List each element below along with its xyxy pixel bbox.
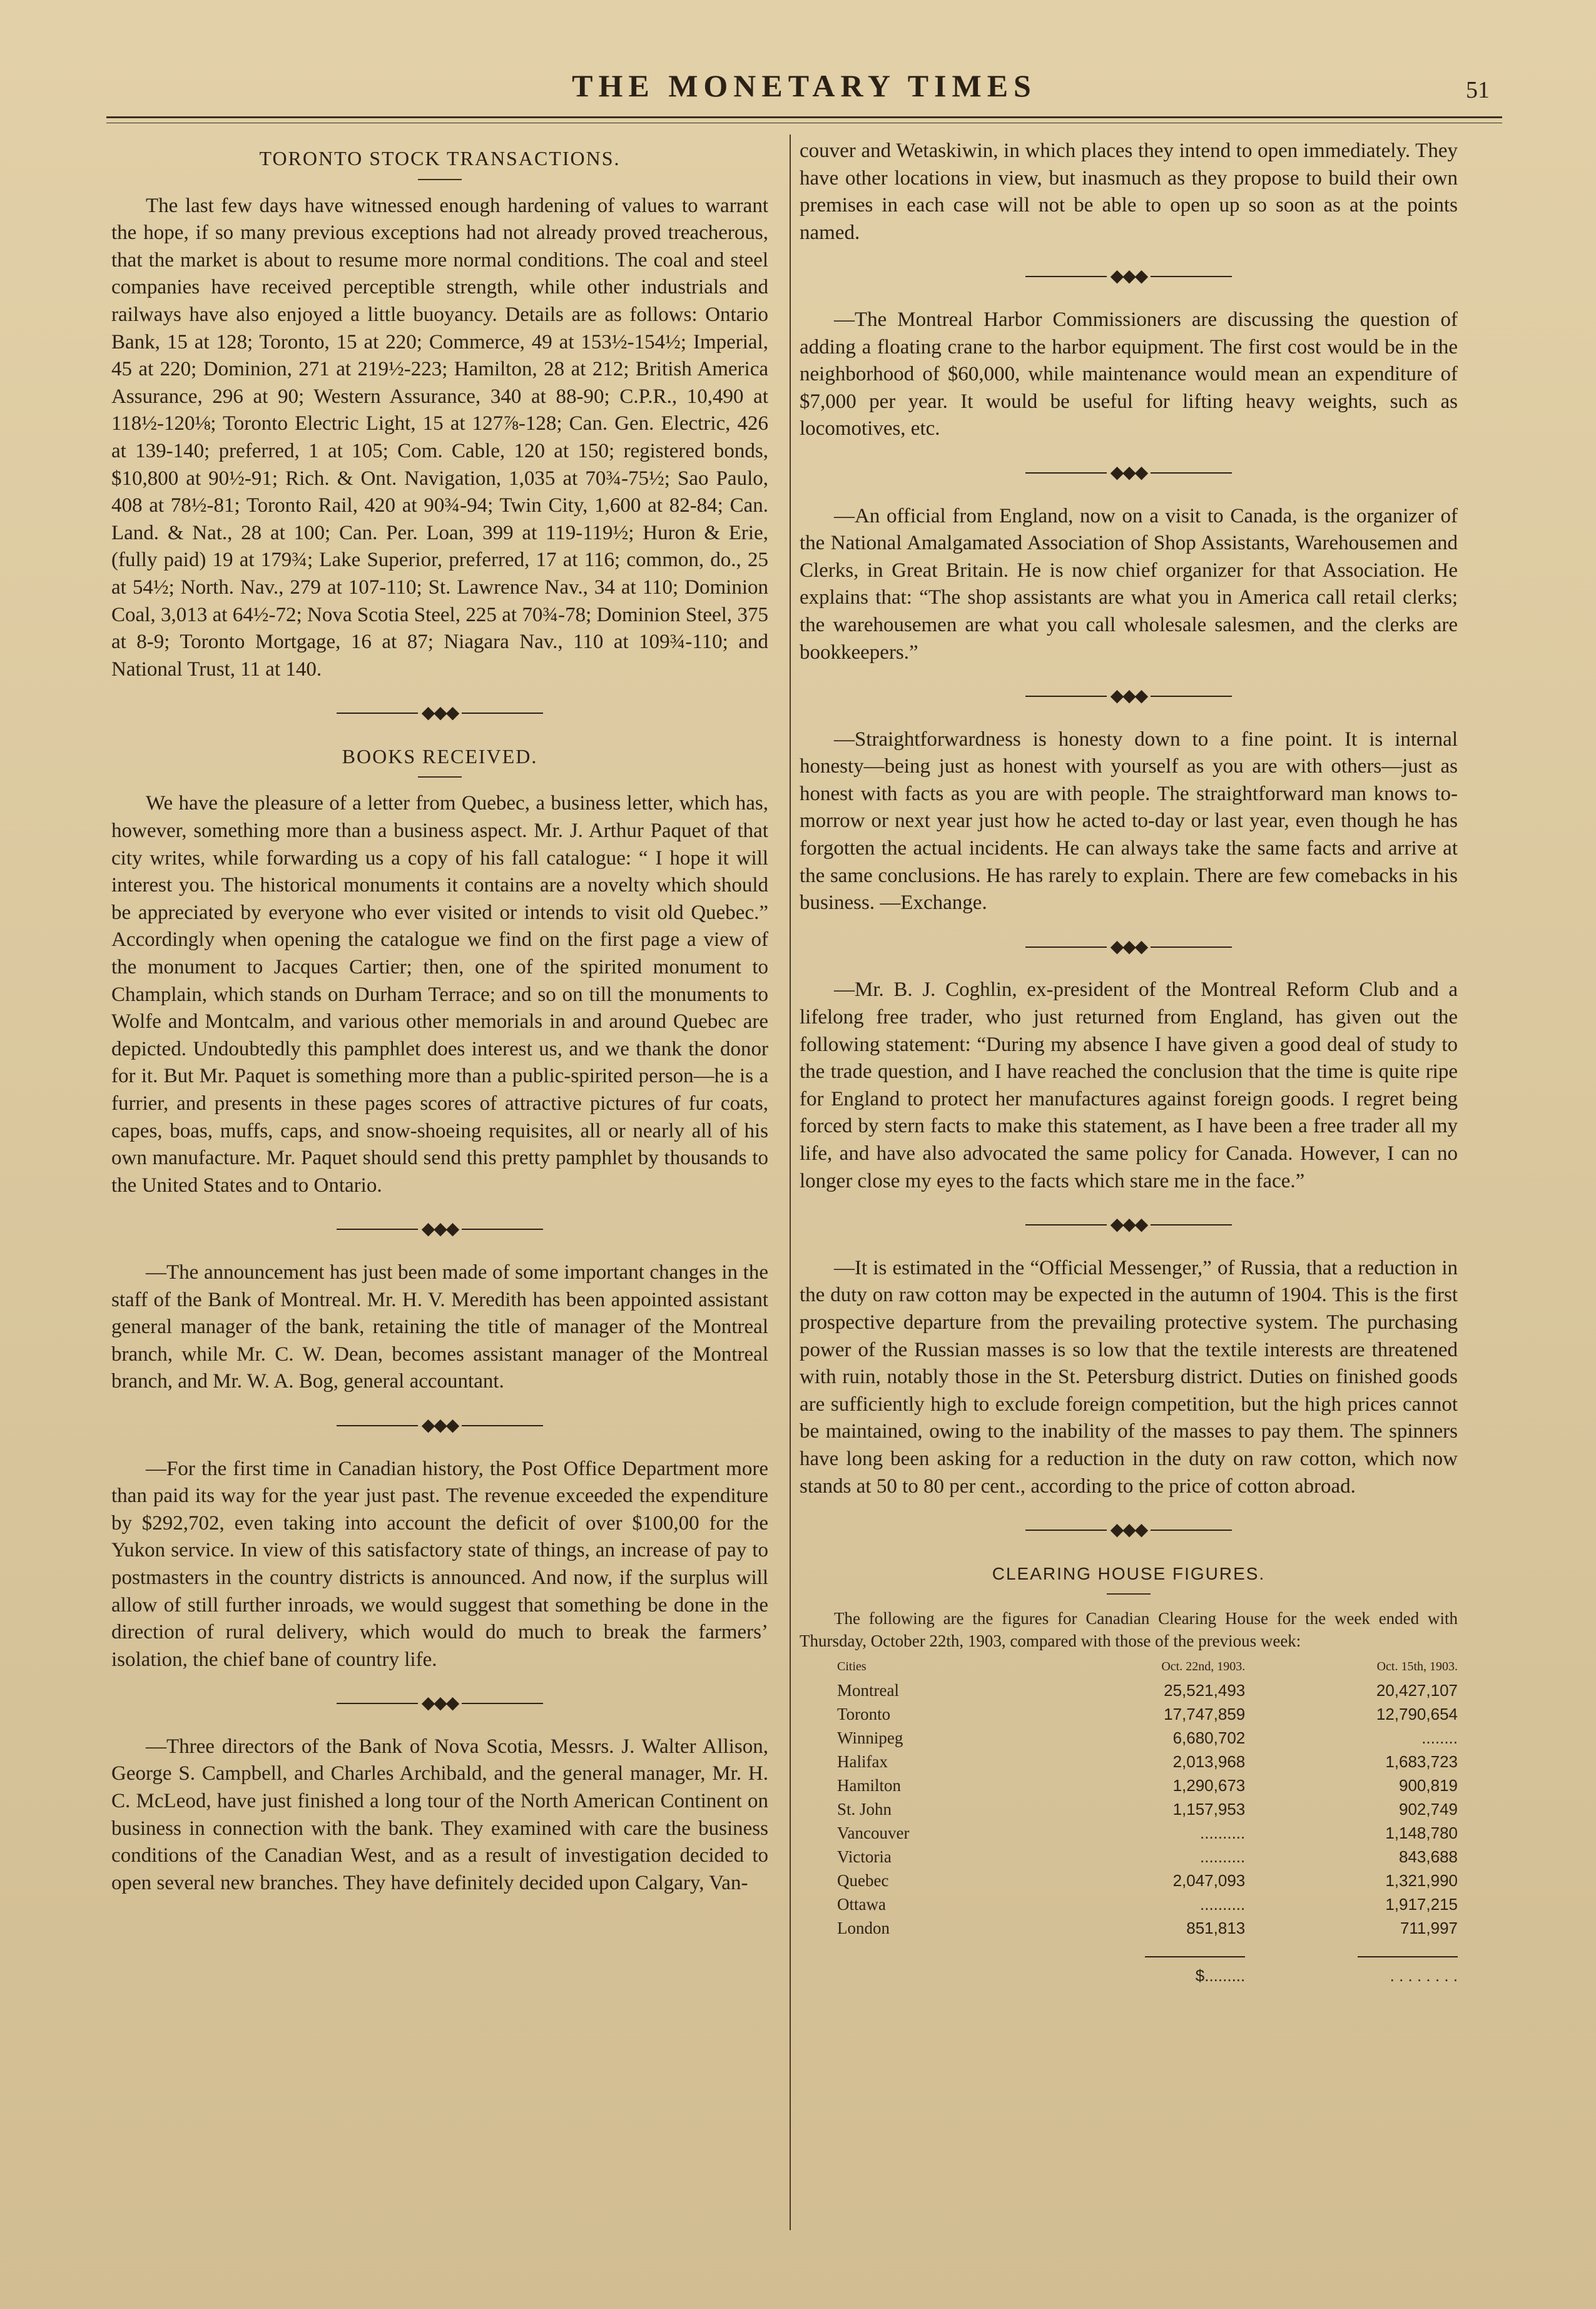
total-rule xyxy=(1145,1956,1245,1957)
oct15-cell: 1,917,215 xyxy=(1385,1895,1458,1914)
clearing-house-heading: CLEARING HOUSE FIGURES. xyxy=(992,1563,1266,1583)
clearing-house-intro: The following are the figures for Canadian Clearing House for the week ended with Thursday, October 22th, 1903, compared with those of the previous week: xyxy=(800,1609,1458,1651)
bank-montreal-item: —The announcement has just been made of some important changes in the staff of the Bank of Montreal. Mr. H. V. Meredith has been appointed assistant general manager of the bank, retaining the title of manager of the Montreal branch, while Mr. C. W. Dean, becomes assistant manager of the Montreal branch, and Mr. W. A. Bog, general accountant. xyxy=(111,1261,768,1393)
oct22-cell: .......... xyxy=(1200,1847,1246,1867)
oct15-cell: 711,997 xyxy=(1400,1919,1458,1938)
left-column xyxy=(111,138,768,1897)
oct15-cell: 1,148,780 xyxy=(1385,1824,1458,1843)
ornament-divider: ◆◆◆ xyxy=(111,699,768,727)
books-received-heading: BOOKS RECEIVED. xyxy=(342,744,538,768)
col-header-cities: Cities xyxy=(837,1660,867,1674)
table-row xyxy=(800,1702,1458,1726)
oct22-cell: .......... xyxy=(1200,1895,1246,1914)
oct22-cell: .......... xyxy=(1200,1824,1246,1843)
oct22-cell: 1,290,673 xyxy=(1172,1776,1246,1795)
city-cell: Quebec xyxy=(837,1871,889,1890)
table-row xyxy=(800,1726,1458,1750)
oct22-cell: 2,047,093 xyxy=(1172,1871,1246,1890)
right-column xyxy=(800,138,1458,1987)
ornament-divider: ◆◆◆ xyxy=(111,1690,768,1717)
page-header xyxy=(106,68,1502,118)
city-cell: Ottawa xyxy=(837,1895,886,1914)
ornament-divider: ◆◆◆ xyxy=(800,263,1458,290)
ornament-divider: ◆◆◆ xyxy=(111,1412,768,1439)
city-cell: Toronto xyxy=(837,1705,891,1724)
oct15-cell: 900,819 xyxy=(1399,1776,1458,1795)
clearing-house-table xyxy=(800,1655,1458,1987)
city-cell: Victoria xyxy=(837,1847,892,1867)
oct22-cell: 6,680,702 xyxy=(1172,1728,1246,1748)
table-row xyxy=(800,1774,1458,1797)
table-row xyxy=(800,1678,1458,1702)
table-row xyxy=(800,1916,1458,1940)
oct15-cell: 843,688 xyxy=(1399,1847,1458,1867)
toronto-stock-heading: TORONTO STOCK TRANSACTIONS. xyxy=(259,147,621,170)
straightforwardness-item: —Straightforwardness is honesty down to a fine point. It is internal honesty—being just as honest with yourself as you are with others—just as honest with facts as you are with people. The straightforward man knows to-morrow or next year just how he acted to-day or last year, even though he has forgotten the actual incidents. He can always take the same facts and arrive at the same conclusions. He has rarely to explain. There are few comebacks in his business. —Exchange. xyxy=(800,728,1458,915)
oct22-cell: 851,813 xyxy=(1186,1919,1246,1938)
england-official-item: —An official from England, now on a visit to Canada, is the organizer of the National Amalgamated Association of Shop Assistants, Warehousemen and Clerks, in Great Britain. He is now chief organizer for that Association. He explains that: “The shop assistants are what you in America call retail clerks; the warehousemen are what you call wholesale salesmen, and the clerks are bookkeepers.” xyxy=(800,504,1458,664)
oct22-cell: 17,747,859 xyxy=(1164,1705,1246,1724)
table-row xyxy=(800,1869,1458,1892)
oct22-cell: 25,521,493 xyxy=(1164,1681,1246,1700)
ornament-divider: ◆◆◆ xyxy=(800,459,1458,487)
continuation-paragraph: couver and Wetaskiwin, in which places they intend to open immediately. They have other locations in view, but inasmuch as they propose to build their own premises in each case will not be able to open up so soon as at the points named. xyxy=(800,140,1458,244)
books-received-body: We have the pleasure of a letter from Quebec, a business letter, which has, however, something more than a business aspect. Mr. J. Arthur Paquet of that city writes, while forwarding us a copy of his fall catalogue: “ I hope it will interest you. The historical monuments it contains are a novelty which should be appreciated by everyone who ever visited or intends to visit old Quebec.” Accordingly when opening the catalogue we find on the first page a view of the monument to Jacques Cartier; then, one of the spirited monument to Champlain, which stands on Durham Terrace; and so on till the monuments to Wolfe and Montcalm, and various other memorials in and around Quebec are depicted. Undoubtedly this pamphlet does interest us, and we thank the donor for it. But Mr. Paquet is something more than a public-spirited person—he is a furrier, and presents in these pages scores of attractive pictures of fur coats, capes, boas, muffs, caps, and snow-shoeing requisites, all or nearly all of his own manufacture. Mr. Paquet should send this pretty pamphlet by thousands to the United States and to Ontario. xyxy=(111,792,768,1197)
total-cell-previous: . . . . . . . . xyxy=(1390,1966,1458,1986)
page-number: 51 xyxy=(1466,77,1490,103)
toronto-stock-body: The last few days have witnessed enough hardening of values to warrant the hope, if so many previous exceptions had not already proved treacherous, that the market is about to resume more normal conditions. The coal and steel companies have received perceptible strength, while other industrials and railways have also enjoyed a little buoyancy. Details are as follows: Ontario Bank, 15 at 128; Toronto, 15 at 220; Commerce, 49 at 153½-154½; Imperial, 45 at 220; Dominion, 271 at 219½-223; Hamilton, 28 at 212; British America Assurance, 296 at 90; Western Assurance, 340 at 88-90; C.P.R., 10,490 at 118½-120⅛; Toronto Electric Light, 15 at 127⅞-128; Can. Gen. Electric, 426 at 139-140; preferred, 1 at 105; Com. Cable, 120 at 150; registered bonds, $10,800 at 90½-91; Rich. & Ont. Navigation, 1,035 at 70¾-75½; Sao Paulo, 408 at 78½-81; Toronto Rail, 420 at 90¾-94; Twin City, 1,600 at 82-84; Can. Land. & Nat., 28 at 100; Can. Per. Loan, 399 at 119-119½; Huron & Erie, (fully paid) 19 at 179¾; Lake Superior, preferred, 17 at 116; common, do., 25 at 54½; North. Nav., 279 at 107-110; St. Lawrence Nav., 34 at 110; Dominion Coal, 3,013 at 64½-72; Nova Scotia Steel, 225 at 70¾-78; Dominion Steel, 375 at 8-9; Toronto Mortgage, 16 at 87; Niagara Nav., 110 at 109¾-110; and National Trust, 11 at 140. xyxy=(111,194,768,681)
nova-scotia-item: —Three directors of the Bank of Nova Scotia, Messrs. J. Walter Allison, George S. Campbell, and Charles Archibald, and the general manager, Mr. H. C. McLeod, have just finished a long tour of the North American Continent on business in connection with the bank. They examined with care the business conditions of the Canadian West, and as a result of investigation decided to open several new branches. They have definitely decided upon Calgary, Van- xyxy=(111,1735,768,1894)
oct22-cell: 1,157,953 xyxy=(1172,1800,1246,1819)
heading-rule xyxy=(418,776,462,778)
city-cell: London xyxy=(837,1919,890,1938)
city-cell: Winnipeg xyxy=(837,1728,903,1748)
ornament-divider: ◆◆◆ xyxy=(800,1516,1458,1544)
table-row xyxy=(800,1845,1458,1869)
city-cell: St. John xyxy=(837,1800,892,1819)
ornament-divider: ◆◆◆ xyxy=(800,1211,1458,1239)
harbor-item: —The Montreal Harbor Commissioners are discussing the question of adding a floating crane to the harbor equipment. The first cost would be in the neighborhood of $60,000, while maintenance would mean an expenditure of $7,000 per year. It would be useful for lifting heavy weights, such as locomotives, etc. xyxy=(800,308,1458,440)
oct15-cell: 1,321,990 xyxy=(1385,1871,1458,1890)
city-cell: Hamilton xyxy=(837,1776,901,1795)
russia-item: —It is estimated in the “Official Messenger,” of Russia, that a reduction in the duty on raw cotton may be expected in the autumn of 1904. This is the first prospective departure from the prevailing protective system. The purchasing power of the Russian masses is so low that the textile interests are threatened with ruin, notably those in the St. Petersburg district. Duties on finished goods are sufficiently high to exclude foreign competition, but the high prices cannot be maintained, owing to the inability of the masses to pay them. The spinners have long been asking for a reduction in the duty on raw cotton, which now stands at 50 to 80 per cent., according to the price of cotton abroad. xyxy=(800,1256,1458,1498)
col-header-oct22: Oct. 22nd, 1903. xyxy=(1161,1660,1246,1674)
oct15-cell: 1,683,723 xyxy=(1385,1752,1458,1772)
table-row xyxy=(800,1892,1458,1916)
city-cell: Montreal xyxy=(837,1681,899,1700)
post-office-item: —For the first time in Canadian history, the Post Office Department more than paid its way for the year just past. The revenue exceeded the expenditure by $292,702, even taking into account the deficit of over $100,00 for the Yukon service. In view of this satisfactory state of things, an increase of pay to postmasters in the country districts is announced. And now, if the surplus will allow of still further inroads, we would suggest that something be done in the direction of rural delivery, which would do much to break the farmers’ isolation, the chief bane of country life. xyxy=(111,1457,768,1671)
heading-rule xyxy=(418,179,462,180)
coghlin-item: —Mr. B. J. Coghlin, ex-president of the Montreal Reform Club and a lifelong free trader, who just returned from England, has given out the following statement: “During my absence I have given a good deal of study to the trade question, and I have reached the conclusion that the time is quite ripe for England to protect her manufactures against foreign goods. I regret being forced by stern facts to make this statement, as I have been a free trader all my life, and have also advocated the same policy for Canada. However, I can no longer close my eyes to the facts which stare me in the face.” xyxy=(800,978,1458,1192)
total-rule xyxy=(1358,1956,1458,1957)
oct15-cell: 902,749 xyxy=(1399,1800,1458,1819)
table-row xyxy=(800,1750,1458,1774)
table-row xyxy=(800,1821,1458,1845)
ornament-divider: ◆◆◆ xyxy=(111,1215,768,1243)
table-row xyxy=(800,1797,1458,1821)
clearing-house-rows xyxy=(800,1678,1458,1940)
masthead: THE MONETARY TIMES xyxy=(572,68,1037,103)
ornament-divider: ◆◆◆ xyxy=(800,933,1458,961)
city-cell: Halifax xyxy=(837,1752,888,1772)
total-cell: $......... xyxy=(1195,1966,1246,1986)
oct15-cell: 20,427,107 xyxy=(1376,1681,1458,1700)
ornament-divider: ◆◆◆ xyxy=(800,683,1458,710)
oct22-cell: 2,013,968 xyxy=(1172,1752,1246,1772)
header-rule xyxy=(106,116,1502,118)
column-divider xyxy=(790,134,791,2230)
city-cell: Vancouver xyxy=(837,1824,910,1843)
oct15-cell: ........ xyxy=(1421,1728,1458,1748)
oct15-cell: 12,790,654 xyxy=(1376,1705,1458,1724)
col-header-oct15: Oct. 15th, 1903. xyxy=(1376,1660,1458,1674)
heading-rule xyxy=(1107,1593,1151,1595)
